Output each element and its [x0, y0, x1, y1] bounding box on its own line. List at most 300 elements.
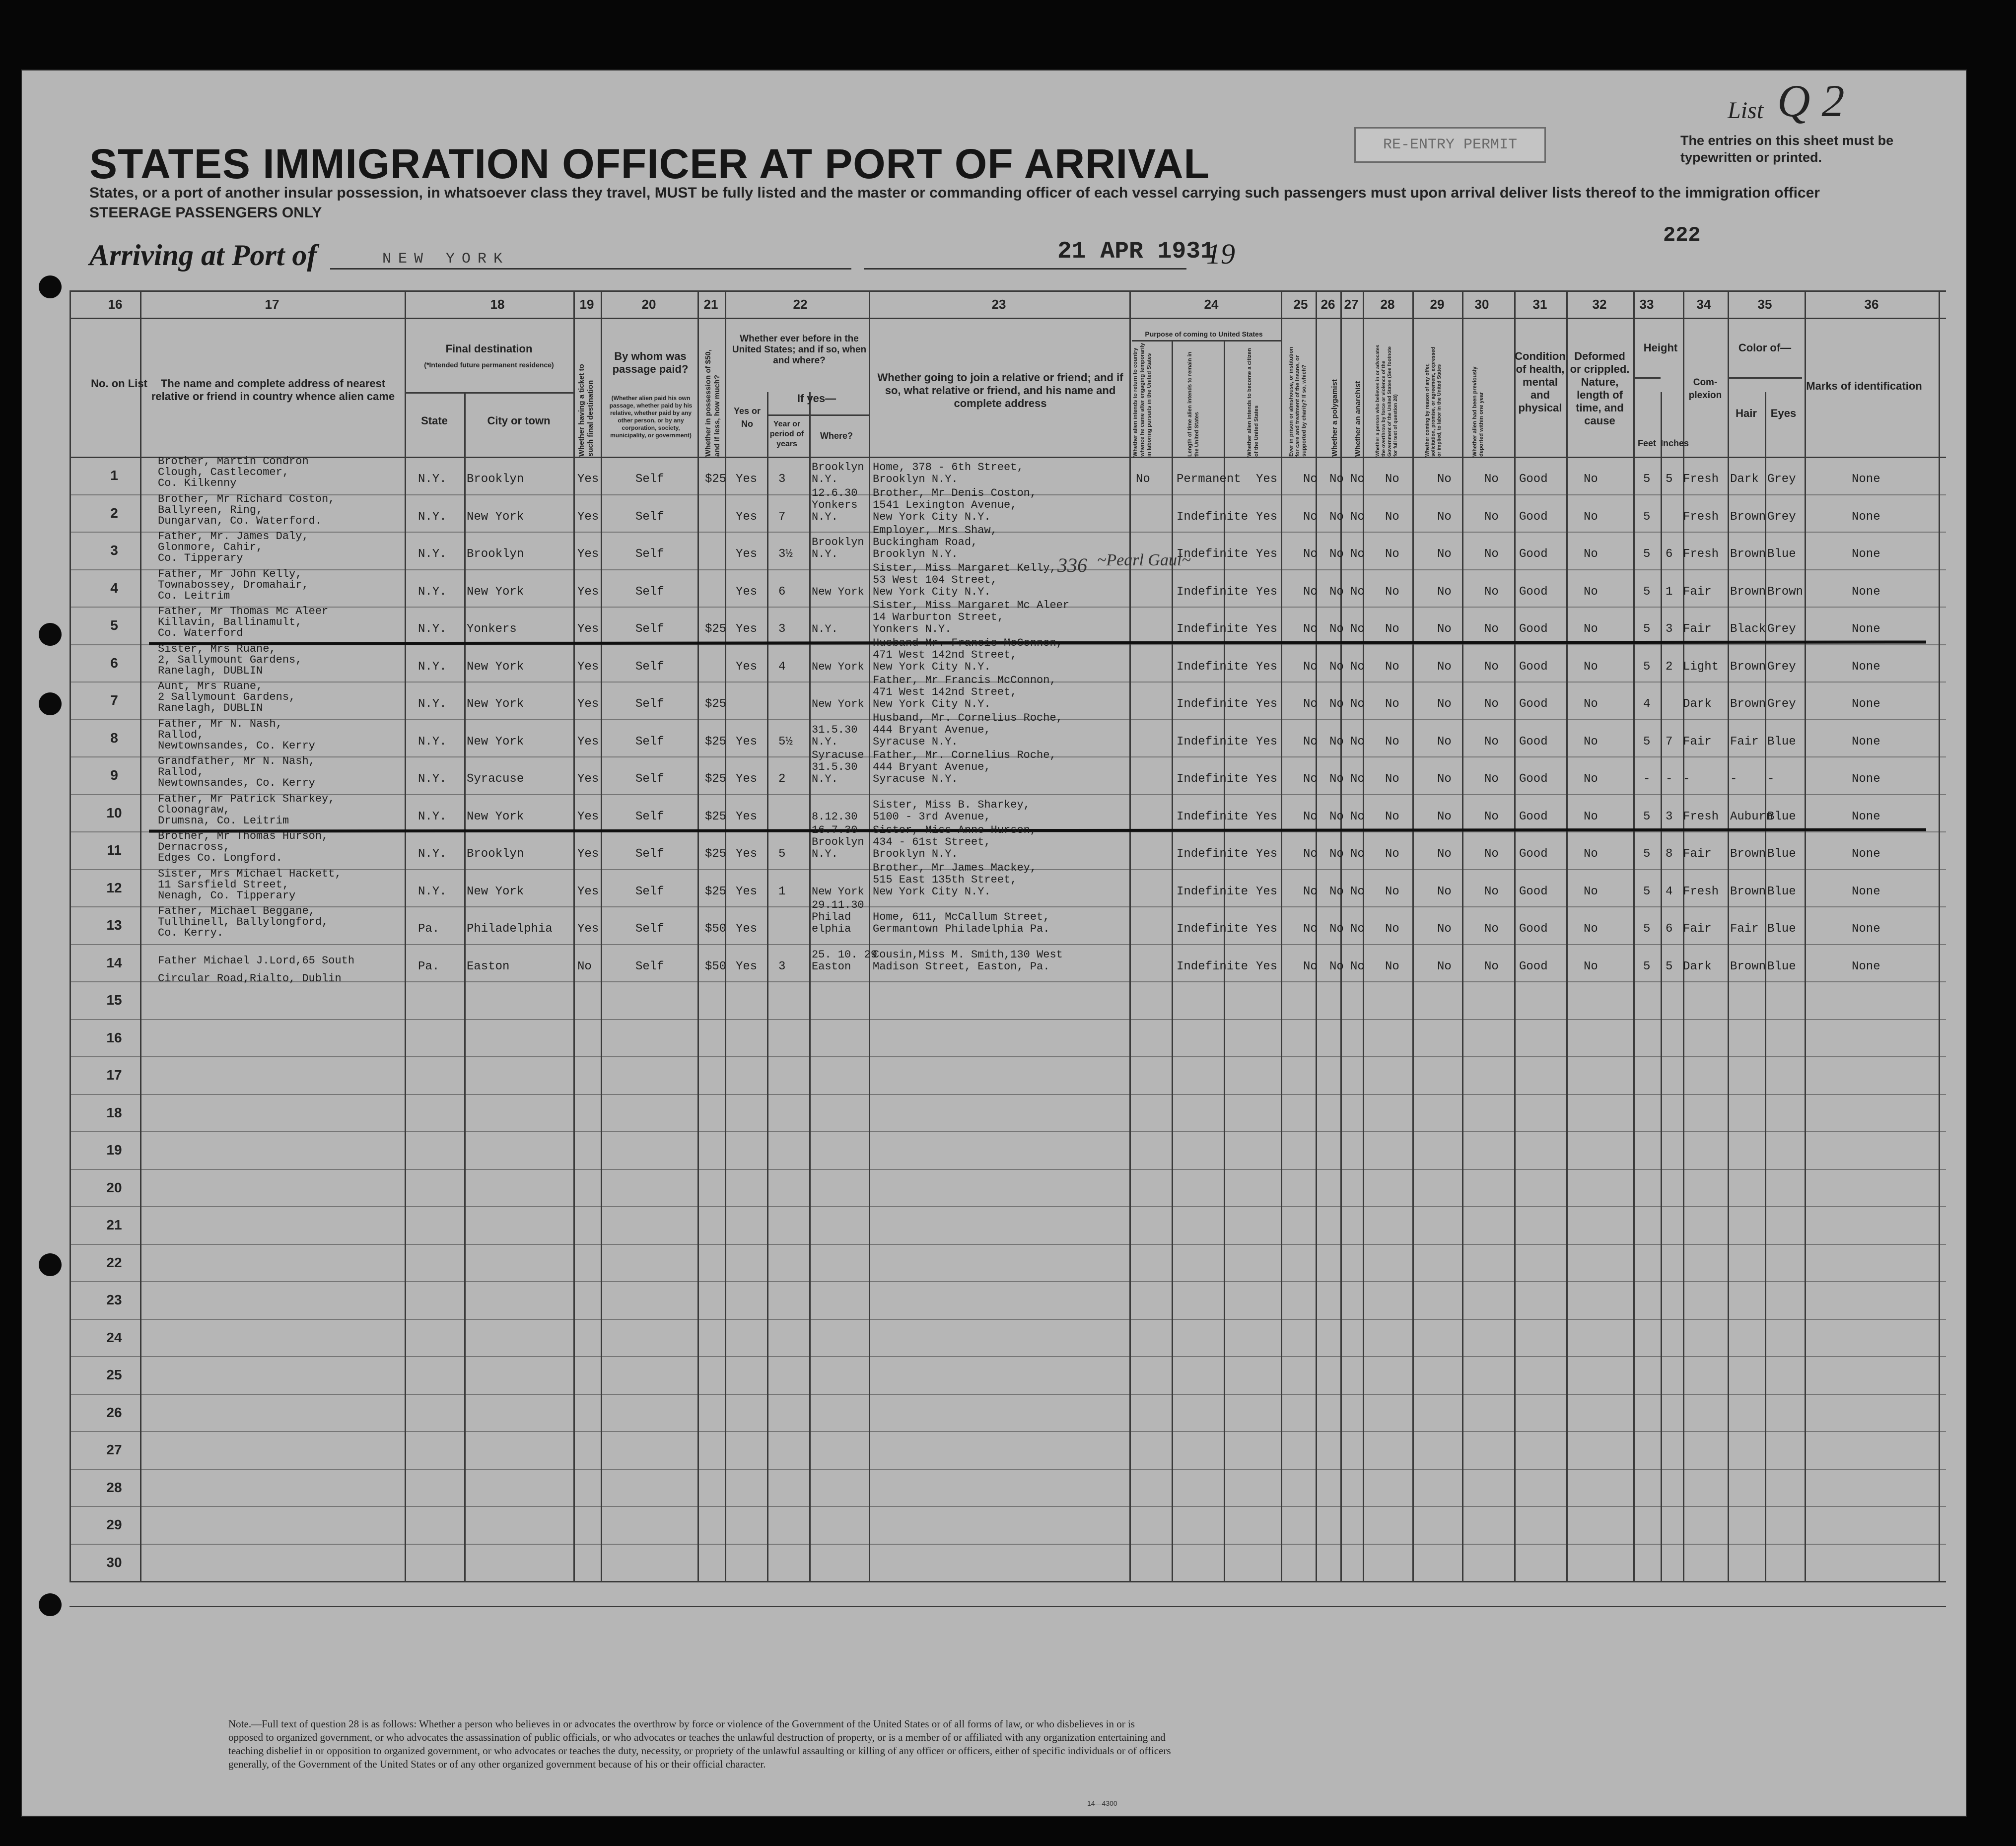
row-number: 20	[106, 1179, 122, 1195]
cell-c28: No	[1385, 660, 1399, 674]
relative-address-line: Cloonagraw,	[158, 803, 230, 816]
cell-complexion: Fresh	[1683, 510, 1719, 524]
cell-health: Good	[1519, 772, 1548, 786]
cell-city: New York	[467, 735, 524, 749]
cell-paid: Self	[635, 622, 664, 636]
row-line	[70, 1319, 1946, 1320]
cell-c27: No	[1350, 622, 1365, 636]
cell-ticket: Yes	[577, 810, 599, 823]
cell-hair: Dark	[1730, 473, 1759, 486]
cell-ticket: Yes	[577, 660, 599, 674]
row-number: 12	[106, 880, 122, 895]
cell-where: N.Y.	[812, 735, 838, 748]
cell-c25: No	[1303, 772, 1318, 786]
cell-state: Pa.	[418, 922, 440, 936]
relative-address-line: Co. Kerry.	[158, 927, 224, 939]
cell-c25: No	[1303, 547, 1318, 561]
cell-before: Yes	[736, 547, 758, 561]
cell-c25: No	[1303, 473, 1318, 486]
column-line	[697, 290, 699, 1581]
cell-where: 29.11.30	[812, 899, 864, 911]
row-number: 14	[106, 955, 122, 970]
cell-where: Syracuse	[812, 749, 864, 761]
cell-city: Syracuse	[467, 772, 524, 786]
cell-inches: 7	[1666, 735, 1673, 749]
cell-inches: -	[1666, 772, 1673, 786]
cell-joining: 53 West 104 Street,	[873, 573, 997, 586]
cell-p-citizen: Yes	[1256, 697, 1278, 711]
cell-before: Yes	[736, 847, 758, 861]
grid-line	[1728, 377, 1802, 379]
cell-ticket: Yes	[577, 473, 599, 486]
header-feet: Feet	[1637, 438, 1656, 448]
cell-joining: Brooklyn N.Y.	[873, 848, 958, 860]
relative-address-line: Sister, Mrs Ruane,	[158, 642, 276, 655]
date-underline	[864, 268, 1186, 270]
cell-complexion: Fair	[1683, 585, 1712, 599]
cell-c30: No	[1484, 847, 1499, 861]
row-number: 3	[110, 543, 118, 558]
cell-joining: Syracuse N.Y.	[873, 773, 958, 785]
cell-c29: No	[1437, 885, 1452, 898]
cell-c28: No	[1385, 510, 1399, 524]
cell-c30: No	[1484, 660, 1499, 674]
cell-complexion: Fresh	[1683, 885, 1719, 898]
cell-before: Yes	[736, 885, 758, 898]
cell-health: Good	[1519, 810, 1548, 823]
cell-health: Good	[1519, 959, 1548, 973]
cell-before: Yes	[736, 585, 758, 599]
cell-joining: Sister, Miss Margaret Mc Aleer	[873, 599, 1070, 612]
cell-health: Good	[1519, 473, 1548, 486]
cell-feet: 5	[1643, 547, 1651, 561]
header-deformed: Deformed or crippled. Nature, length of time, and cause	[1570, 350, 1630, 427]
cell-eyes: Blue	[1767, 847, 1796, 861]
relative-address-line: Co. Leitrim	[158, 589, 230, 602]
cell-joining: 444 Bryant Avenue,	[873, 761, 991, 773]
header-possession: Whether in possession of $50, and if less, how much?	[704, 349, 721, 457]
cell-c26: No	[1329, 697, 1344, 711]
cell-c27: No	[1350, 473, 1365, 486]
cell-years: 5½	[778, 735, 793, 749]
cell-before: Yes	[736, 922, 758, 936]
row-number: 19	[106, 1142, 122, 1158]
cell-c25: No	[1303, 697, 1318, 711]
column-number: 30	[1474, 297, 1489, 312]
cell-c30: No	[1484, 885, 1499, 898]
column-line	[1939, 290, 1940, 1581]
cell-eyes: Grey	[1767, 622, 1796, 636]
header-marks: Marks of identification	[1806, 380, 1922, 392]
cell-paid: Self	[635, 847, 664, 861]
cell-city: New York	[467, 585, 524, 599]
row-number: 8	[110, 730, 118, 746]
cell-city: Yonkers	[467, 622, 517, 636]
cell-eyes: Grey	[1767, 473, 1796, 486]
cell-marks: None	[1852, 585, 1880, 599]
grid-line	[70, 457, 1946, 458]
relative-address-line: Dernacross,	[158, 841, 230, 853]
cell-eyes: Grey	[1767, 510, 1796, 524]
relative-address-line: Newtownsandes, Co. Kerry	[158, 777, 315, 789]
cell-inches: 2	[1666, 660, 1673, 674]
column-line	[464, 392, 466, 1581]
cell-c26: No	[1329, 885, 1344, 898]
column-number: 17	[265, 297, 279, 312]
column-number: 21	[703, 297, 718, 312]
header-condition: Condition of health, mental and physical	[1515, 350, 1566, 414]
cell-joining: Father, Mr. Cornelius Roche,	[873, 749, 1056, 761]
cell-c27: No	[1350, 847, 1365, 861]
cell-where: 12.6.30	[812, 486, 858, 499]
cell-joining: Brooklyn N.Y.	[873, 473, 958, 485]
header-ticket: Whether having a ticket to such final destination	[577, 364, 595, 457]
row-line	[70, 1131, 1946, 1132]
cell-p-citizen: Yes	[1256, 847, 1278, 861]
cell-c27: No	[1350, 547, 1365, 561]
row-line	[70, 1469, 1946, 1470]
relative-address-line: Co. Tipperary	[158, 552, 243, 564]
cell-state: Pa.	[418, 959, 440, 973]
cell-c25: No	[1303, 510, 1318, 524]
cell-marks: None	[1852, 547, 1880, 561]
cell-state: N.Y.	[418, 697, 447, 711]
cell-eyes: Blue	[1767, 547, 1796, 561]
relative-address-line: Brother, Martin Condron	[158, 455, 309, 468]
relative-address-line: Father Michael J.Lord,65 South	[158, 954, 355, 967]
cell-where: N.Y.	[812, 848, 838, 860]
grid-line	[70, 318, 1946, 319]
cell-c26: No	[1329, 810, 1344, 823]
cell-state: N.Y.	[418, 547, 447, 561]
cell-city: New York	[467, 810, 524, 823]
cell-state: N.Y.	[418, 810, 447, 823]
relative-address-line: Grandfather, Mr N. Nash,	[158, 755, 315, 767]
cell-eyes: Grey	[1767, 697, 1796, 711]
grid-line	[70, 1581, 1946, 1582]
cell-p-citizen: Yes	[1256, 473, 1278, 486]
column-line	[601, 290, 602, 1581]
cell-deformed: No	[1584, 660, 1598, 674]
cell-deformed: No	[1584, 585, 1598, 599]
cell-complexion: Fair	[1683, 847, 1712, 861]
cell-marks: None	[1852, 772, 1880, 786]
relative-address-line: Rallod,	[158, 766, 204, 778]
cell-joining: Home, 611, McCallum Street,	[873, 911, 1050, 923]
header-c29: Whether coming by reason of any offer, solicitation, promise, or agreement, expressed or implied, to labor in the United States	[1425, 346, 1442, 457]
cell-joining: 471 West 142nd Street,	[873, 648, 1017, 661]
column-number: 33	[1639, 297, 1654, 312]
cell-city: New York	[467, 697, 524, 711]
cell-eyes: Blue	[1767, 735, 1796, 749]
cell-before: Yes	[736, 473, 758, 486]
cell-c28: No	[1385, 585, 1399, 599]
cell-joining: Buckingham Road,	[873, 536, 978, 548]
cell-hair: Brown	[1730, 547, 1766, 561]
cell-feet: 5	[1643, 510, 1651, 524]
row-number: 26	[106, 1404, 122, 1420]
cell-c30: No	[1484, 959, 1499, 973]
date-stamp: 21 APR 1931	[1057, 238, 1215, 265]
cell-p-citizen: Yes	[1256, 660, 1278, 674]
cell-where: N.Y.	[812, 548, 838, 560]
cell-joining: Husband Mr. Francis McConnon,	[873, 636, 1063, 649]
relative-address-line: Nenagh, Co. Tipperary	[158, 889, 296, 902]
cell-joining: 515 East 135th Street,	[873, 873, 1017, 886]
column-number: 32	[1592, 297, 1607, 312]
relative-address-line: 2, Sallymount Gardens,	[158, 653, 302, 666]
cell-p-length: Indefinite	[1177, 547, 1249, 561]
row-number: 7	[110, 692, 118, 708]
cell-p-length: Indefinite	[1177, 922, 1249, 936]
column-line	[1172, 340, 1173, 1581]
relative-address-line: Father, Mr. James Daly,	[158, 530, 309, 543]
cell-c27: No	[1350, 959, 1365, 973]
relative-address-line: Brother, Mr Thomas Hurson,	[158, 830, 329, 842]
cell-c27: No	[1350, 660, 1365, 674]
relative-address-line: Newtownsandes, Co. Kerry	[158, 739, 315, 752]
cell-eyes: Blue	[1767, 959, 1796, 973]
row-number: 30	[106, 1554, 122, 1570]
cell-before: Yes	[736, 810, 758, 823]
column-number: 23	[991, 297, 1006, 312]
cell-c30: No	[1484, 473, 1499, 486]
header-c25: Ever in prison or almshouse, or institution for care and treatment of the insane, or supported by charity? If so, which?	[1288, 346, 1307, 457]
cell-city: Brooklyn	[467, 847, 524, 861]
cell-where: New York	[812, 698, 864, 710]
cell-money: $25	[705, 847, 727, 861]
cell-p-citizen: Yes	[1256, 885, 1278, 898]
form-number: 14—4300	[1087, 1799, 1117, 1807]
header-purpose: Purpose of coming to United States	[1145, 330, 1263, 338]
cell-ticket: Yes	[577, 922, 599, 936]
cell-c26: No	[1329, 922, 1344, 936]
row-line	[70, 1544, 1946, 1545]
cell-c27: No	[1350, 885, 1365, 898]
cell-marks: None	[1852, 959, 1880, 973]
cell-hair: Brown	[1730, 660, 1766, 674]
cell-joining: Sister, Miss Margaret Kelly,	[873, 561, 1056, 574]
cell-c25: No	[1303, 735, 1318, 749]
cell-complexion: Light	[1683, 660, 1719, 674]
cell-before: Yes	[736, 772, 758, 786]
cell-deformed: No	[1584, 959, 1598, 973]
cell-hair: Black	[1730, 622, 1766, 636]
cell-health: Good	[1519, 510, 1548, 524]
cell-state: N.Y.	[418, 510, 447, 524]
cell-p-length: Indefinite	[1177, 510, 1249, 524]
cell-feet: 5	[1643, 847, 1651, 861]
row-line	[70, 1056, 1946, 1057]
list-number: Q 2	[1777, 75, 1845, 126]
cell-health: Good	[1519, 585, 1548, 599]
cell-years: 3	[778, 473, 786, 486]
relative-address-line: Father, Mr N. Nash,	[158, 717, 282, 730]
header-c26: Whether a polygamist	[1330, 379, 1339, 457]
cell-deformed: No	[1584, 622, 1598, 636]
cell-deformed: No	[1584, 810, 1598, 823]
cell-c26: No	[1329, 660, 1344, 674]
cell-marks: None	[1852, 735, 1880, 749]
cell-joining: Brooklyn N.Y.	[873, 548, 958, 560]
row-number: 29	[106, 1517, 122, 1532]
cell-joining: Cousin,Miss M. Smith,130 West	[873, 948, 1063, 961]
cell-complexion: Fresh	[1683, 547, 1719, 561]
cell-marks: None	[1852, 847, 1880, 861]
cell-eyes: Brown	[1767, 585, 1804, 599]
cell-money: $25	[705, 885, 727, 898]
cell-where: Philad	[812, 911, 851, 923]
cell-marks: None	[1852, 660, 1880, 674]
cell-complexion: Fair	[1683, 622, 1712, 636]
column-line	[1805, 290, 1806, 1581]
cell-where: New York	[812, 885, 864, 898]
cell-deformed: No	[1584, 697, 1598, 711]
header-eyes: Eyes	[1770, 407, 1797, 419]
row-number: 4	[110, 580, 118, 596]
row-number: 1	[110, 468, 118, 483]
cell-eyes: Blue	[1767, 810, 1796, 823]
cell-where: N.Y.	[812, 510, 838, 523]
cell-state: N.Y.	[418, 585, 447, 599]
row-number: 23	[106, 1292, 122, 1307]
cell-feet: 5	[1643, 585, 1651, 599]
header-purpose-c: Whether alien intends to become a citizen of the United States	[1247, 348, 1259, 457]
cell-c29: No	[1437, 735, 1452, 749]
header-c28: Whether a person who believes in or advocates the overthrow by force or violence of the Government of the United States (See footnote for full text of question 28)	[1375, 344, 1398, 457]
cell-deformed: No	[1584, 547, 1598, 561]
relative-address-line: Killavin, Ballinamult,	[158, 616, 302, 628]
row-number: 24	[106, 1329, 122, 1345]
header-complexion: Com-plexion	[1688, 377, 1722, 401]
cell-marks: None	[1852, 510, 1880, 524]
column-number: 16	[108, 297, 123, 312]
cell-hair: Fair	[1730, 922, 1759, 936]
cell-c29: No	[1437, 922, 1452, 936]
cell-c26: No	[1329, 473, 1344, 486]
row-number: 27	[106, 1442, 122, 1457]
cell-inches: 3	[1666, 810, 1673, 823]
row-number: 16	[106, 1029, 122, 1045]
cell-joining: Brother, Mr Denis Coston,	[873, 486, 1037, 499]
cell-c27: No	[1350, 772, 1365, 786]
row-line	[70, 1206, 1946, 1207]
passenger-class: STEERAGE PASSENGERS ONLY	[89, 205, 322, 221]
cell-complexion: Dark	[1683, 697, 1712, 711]
cell-where: N.Y.	[812, 623, 838, 635]
cell-c25: No	[1303, 959, 1318, 973]
cell-c30: No	[1484, 622, 1499, 636]
cell-c25: No	[1303, 585, 1318, 599]
cell-c26: No	[1329, 547, 1344, 561]
cell-joining: Father, Mr Francis McConnon,	[873, 674, 1056, 686]
relative-address-line: Rallod,	[158, 728, 204, 741]
header-c30: Whether alien had been previously deported within one year	[1472, 366, 1484, 457]
header-if-yes: If yes—	[797, 392, 836, 405]
cell-c29: No	[1437, 847, 1452, 861]
cell-c26: No	[1329, 847, 1344, 861]
grid-line	[767, 414, 869, 416]
cell-money: $25	[705, 810, 727, 823]
header-relative: The name and complete address of nearest relative or friend in country whence alien came	[151, 377, 395, 403]
cell-money: $25	[705, 697, 727, 711]
relative-address-line: Brother, Mr Richard Coston,	[158, 492, 335, 505]
cell-paid: Self	[635, 885, 664, 898]
cell-where: 16.7.30	[812, 824, 858, 836]
cell-years: 2	[778, 772, 786, 786]
cell-health: Good	[1519, 547, 1548, 561]
row-line	[70, 1244, 1946, 1245]
column-number: 28	[1380, 297, 1395, 312]
cell-eyes: Blue	[1767, 922, 1796, 936]
cell-joining: Employer, Mrs Shaw,	[873, 524, 997, 537]
cell-city: Easton	[467, 959, 510, 973]
column-line	[1566, 290, 1568, 1581]
footnote: Note.—Full text of question 28 is as follows: Whether a person who believes in or advocates the overthrow by force or violence of the Government of the United States or of all forms of law, or who disbelieves in or is opposed to organized government, or who advocates the assassination of public officials, or who advocates or teaches the unlawful destruction of property, or is a member of or affiliated with any organization entertaining and teaching disbelief in or opposition to organized government, or who advocates or teaches the duty, necessity, or propriety of the unlawful assaulting or killing of any officer or officers, either of specific individuals or of officers generally, of the Government of the United States or of any other organized government because of his or their official character.	[228, 1718, 1171, 1770]
cell-c27: No	[1350, 697, 1365, 711]
cell-p-length: Indefinite	[1177, 847, 1249, 861]
row-line	[70, 981, 1946, 982]
cell-joining: Syracuse N.Y.	[873, 735, 958, 748]
cell-p-citizen: Yes	[1256, 959, 1278, 973]
cell-hair: Brown	[1730, 585, 1766, 599]
cell-p-length: Indefinite	[1177, 810, 1249, 823]
cell-c29: No	[1437, 697, 1452, 711]
relative-address-line: 2 Sallymount Gardens,	[158, 691, 296, 703]
cell-where: Brooklyn	[812, 461, 864, 474]
cell-marks: None	[1852, 473, 1880, 486]
entries-note: The entries on this sheet must be typewritten or printed.	[1680, 133, 1894, 165]
relative-address-line: Co. Kilkenny	[158, 477, 237, 489]
cell-paid: Self	[635, 922, 664, 936]
cell-where: 25. 10. 29	[812, 948, 878, 961]
cell-c27: No	[1350, 810, 1365, 823]
cell-joining: Brother, Mr James Mackey,	[873, 861, 1037, 874]
cell-ticket: Yes	[577, 510, 599, 524]
relative-address-line: Sister, Mrs Michael Hackett,	[158, 867, 342, 880]
header-height: Height	[1643, 342, 1678, 354]
cell-money: $50	[705, 922, 727, 936]
cell-city: Brooklyn	[467, 547, 524, 561]
binder-hole	[39, 1253, 62, 1276]
cell-c30: No	[1484, 922, 1499, 936]
cell-before: Yes	[736, 510, 758, 524]
row-number: 21	[106, 1217, 122, 1232]
cell-c28: No	[1385, 885, 1399, 898]
cell-hair: Brown	[1730, 847, 1766, 861]
cell-years: 3	[778, 959, 786, 973]
cell-c30: No	[1484, 735, 1499, 749]
column-number: 25	[1293, 297, 1308, 312]
cell-deformed: No	[1584, 772, 1598, 786]
row-number: 22	[106, 1254, 122, 1270]
page-title: STATES IMMIGRATION OFFICER AT PORT OF ARRIVAL	[89, 140, 1210, 187]
cell-p-citizen: Yes	[1256, 810, 1278, 823]
row-line	[70, 1094, 1946, 1095]
column-number: 24	[1204, 297, 1219, 312]
cell-health: Good	[1519, 885, 1548, 898]
cell-c30: No	[1484, 810, 1499, 823]
cell-p-citizen: Yes	[1256, 622, 1278, 636]
header-no: No. on List	[91, 377, 147, 390]
cell-where: N.Y.	[812, 473, 838, 485]
cell-c28: No	[1385, 922, 1399, 936]
cell-deformed: No	[1584, 885, 1598, 898]
column-line	[1462, 290, 1463, 1581]
cell-years: 1	[778, 885, 786, 898]
column-line	[767, 392, 768, 1581]
header-passage: By whom was passage paid?	[612, 350, 689, 375]
